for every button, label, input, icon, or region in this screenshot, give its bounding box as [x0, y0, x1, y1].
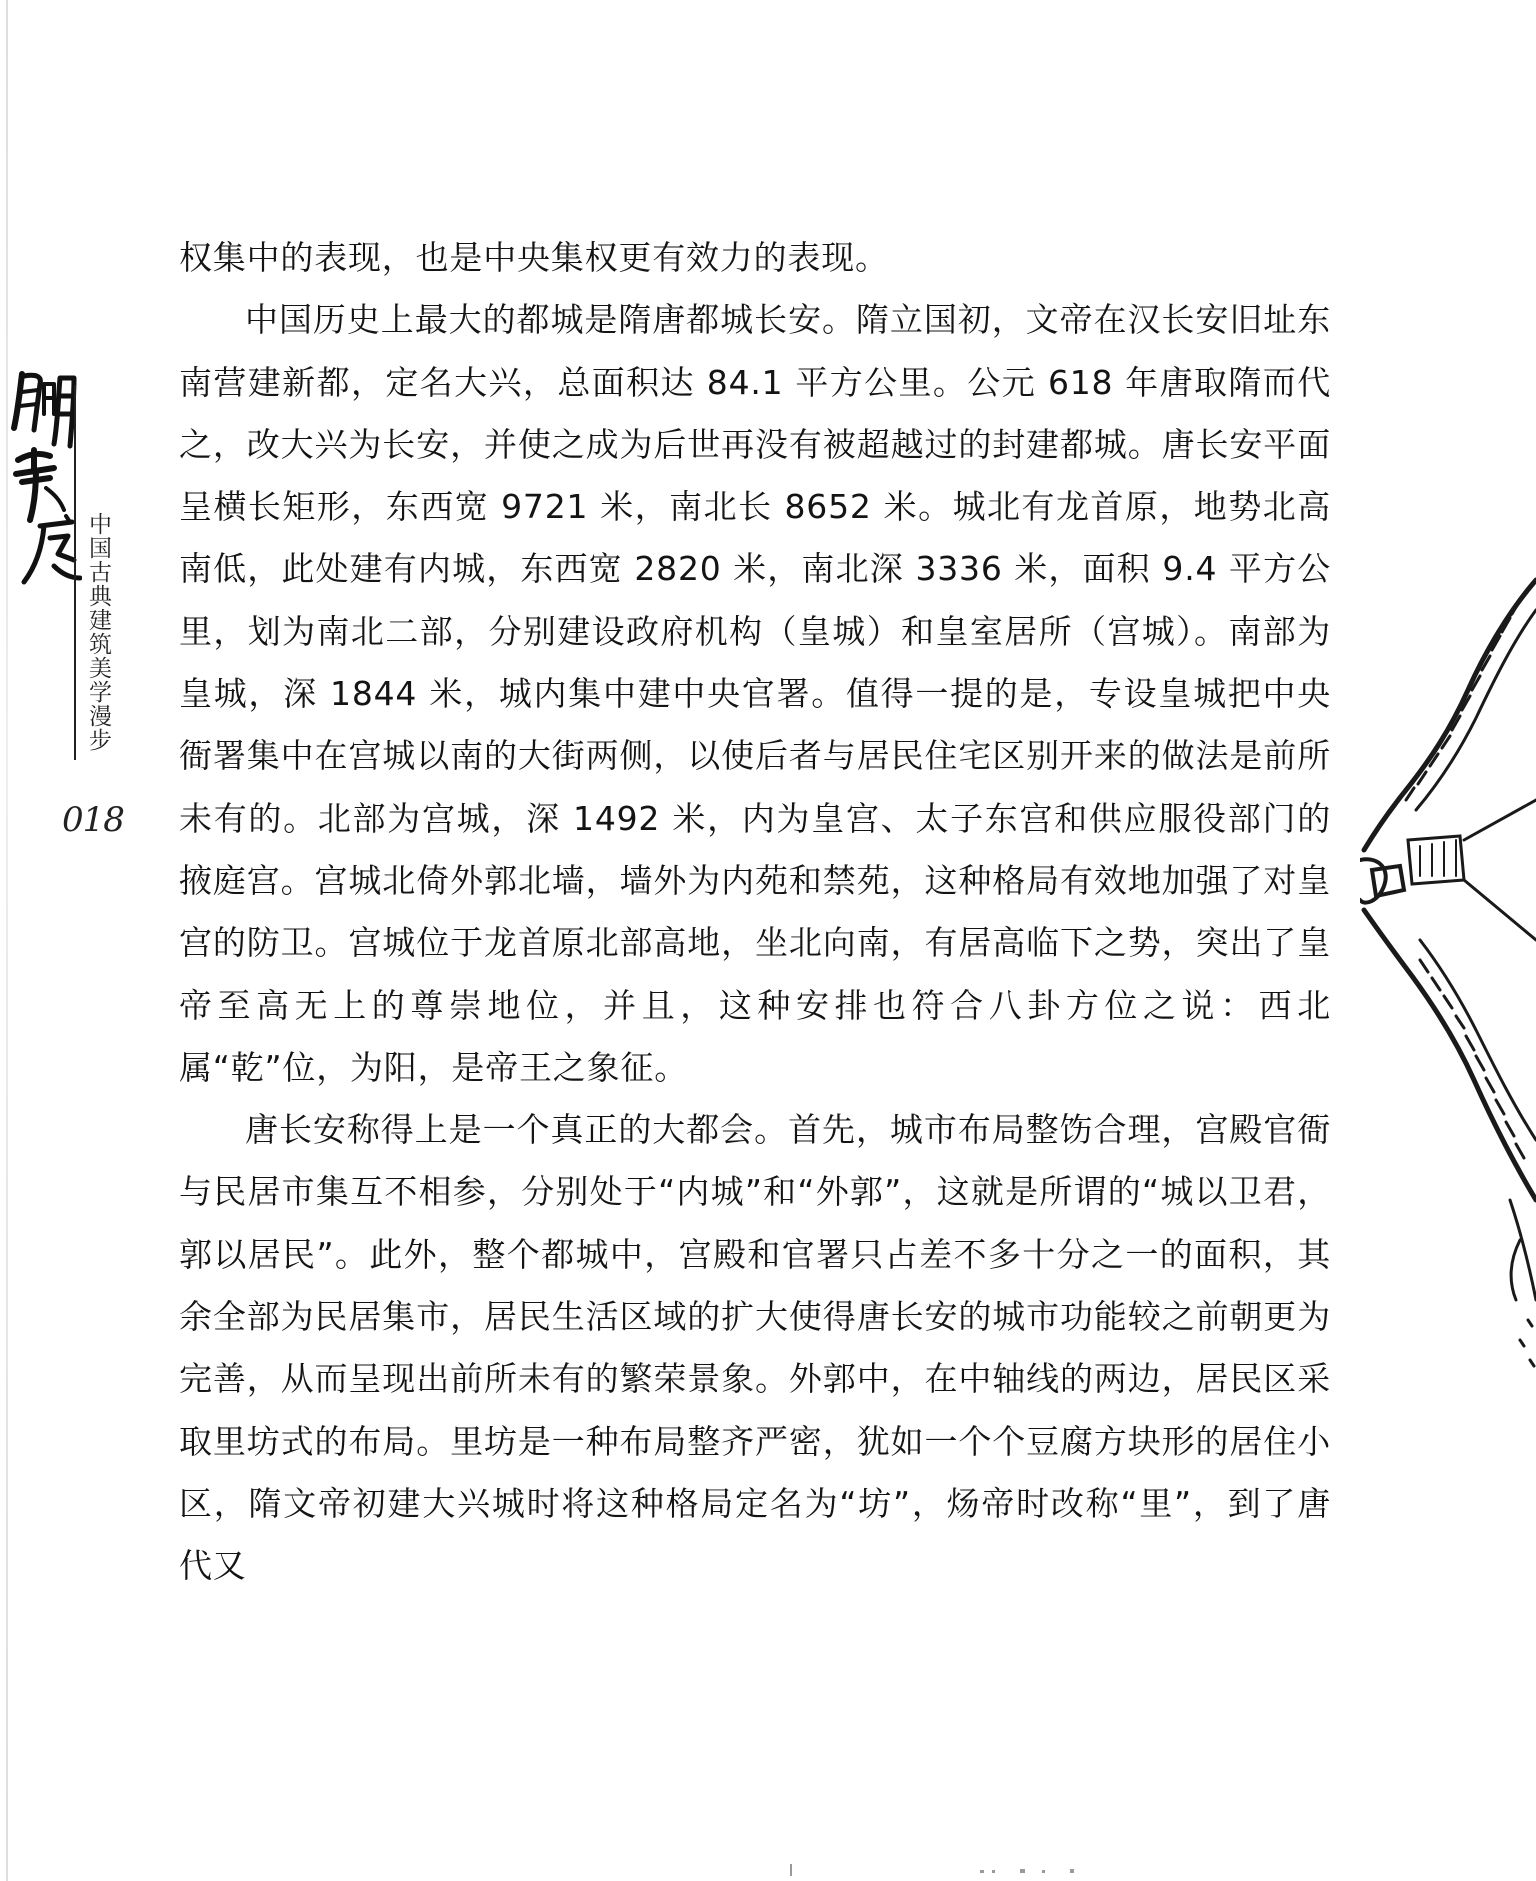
scan-artifacts [780, 1862, 1100, 1878]
calligraphy-logo [10, 370, 82, 590]
running-title: 中国古典建筑美学漫步 [85, 512, 111, 752]
paragraph: 唐长安称得上是一个真正的大都会。首先，城市布局整饬合理，宫殿官衙与民居市集互不相参，分别处于“内城”和“外郭”，这就是所谓的“城以卫君，郭以居民”。此外，整个都城中，宫殿和官署只占差不多十分之一的面积，其余全部为民居集市，居民生活区域的扩大使得唐长安的城市功能较之前朝更为完善，从而呈现出前所未有的繁荣景象。外郭中，在中轴线的两边，居民区采取里坊式的布局。里坊是一种布局整齐严密，犹如一个个豆腐方块形的居住小区，隋文帝初建大兴城时将这种格局定名为“坊”，炀帝时改称“里”，到了唐代又 [179, 1110, 1331, 1586]
margin-vertical-rule [74, 385, 76, 760]
paragraph: 中国历史上最大的都城是隋唐都城长安。隋立国初，文帝在汉长安旧址东南营建新都，定名大兴，总面积达 84.1 平方公里。公元 618 年唐取隋而代之，改大兴为长安，并使之成为后世再没有被超越过的封建都城。唐长安平面呈横长矩形，东西宽 9721 米，南北长 8652 米。城北有龙首原，地势北高南低，此处建有内城，东西宽 2820 米，南北深 3336 米，面积 9.4 平方公里，划为南北二部，分别建设政府机构（皇城）和皇室居所（宫城）。南部为皇城，深 1844 米，城内集中建中央官署。值得一提的是，专设皇城把中央衙署集中在宫城以南的大街两侧，以使后者与居民住宅区别开来的做法是前所未有的。北部为宫城，深 1492 米，内为皇宫、太子东宫和供应服役部门的掖庭宫。宫城北倚外郭北墙，墙外为内苑和禁苑，这种格局有效地加强了对皇宫的防卫。宫城位于龙首原北部高地，坐北向南，有居高临下之势，突出了皇帝至高无上的尊崇地位，并且，这种安排也符合八卦方位之说：西北属“乾”位，为阳，是帝王之象征。 [179, 300, 1331, 1087]
page-number: 018 [62, 800, 124, 840]
architecture-drawing-fragment [1360, 540, 1536, 1400]
body-text [179, 227, 1331, 1598]
paragraph: 权集中的表现，也是中央集权更有效力的表现。 [179, 238, 889, 277]
scan-edge-shadow [6, 0, 8, 1881]
